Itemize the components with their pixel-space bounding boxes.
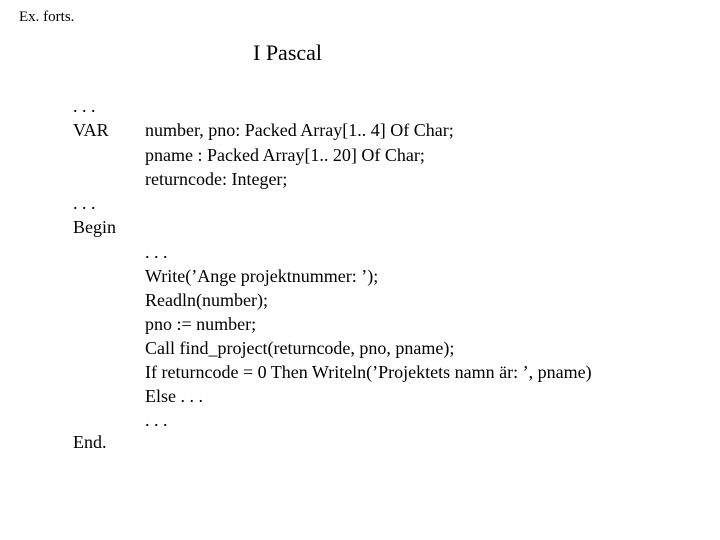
code-declaration-line: number, pno: Packed Array[1.. 4] Of Char; bbox=[145, 120, 454, 140]
code-keyword-begin: Begin bbox=[73, 217, 116, 237]
code-keyword-end: End. bbox=[73, 432, 107, 452]
code-declaration-line: returncode: Integer; bbox=[145, 169, 288, 189]
code-ellipsis-middle: . . . bbox=[73, 193, 96, 213]
header-note: Ex. forts. bbox=[19, 9, 75, 25]
code-statement-line: If returncode = 0 Then Writeln(’Projektets namn är: ’, pname) bbox=[145, 362, 592, 382]
code-statement-line: pno := number; bbox=[145, 314, 257, 334]
code-statement-line: Readln(number); bbox=[145, 290, 268, 310]
slide-title: I Pascal bbox=[253, 40, 323, 65]
code-statement-line: Write(’Ange projektnummer: ’); bbox=[145, 266, 379, 286]
code-statement-line: Else . . . bbox=[145, 386, 203, 406]
code-statement-line: . . . bbox=[145, 242, 168, 262]
code-ellipsis-top: . . . bbox=[73, 96, 96, 116]
code-declaration-line: pname : Packed Array[1.. 20] Of Char; bbox=[145, 145, 425, 165]
code-keyword-var: VAR bbox=[73, 120, 109, 140]
code-statement-line: Call find_project(returncode, pno, pname); bbox=[145, 338, 455, 358]
code-statement-line: . . . bbox=[145, 410, 168, 430]
